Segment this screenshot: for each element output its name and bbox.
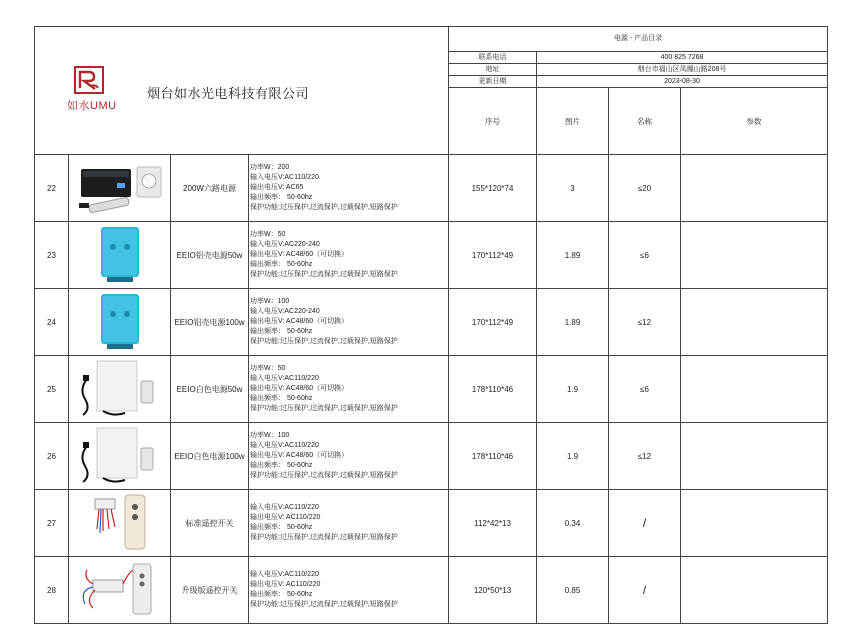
param-line: 保护功能:过压保护,过流保护,过载保护,短路保护 — [250, 338, 398, 345]
param-line: 输入电压V:AC110/220 — [250, 442, 319, 449]
product-weight: 1.9 — [537, 356, 609, 423]
param-line: 保护功能:过压保护,过流保护,过载保护,短路保护 — [250, 472, 398, 479]
param-line: 保护功能:过压保护,过流保护,过载保护,短路保护 — [250, 534, 398, 541]
product-range: ≤6 — [609, 356, 681, 423]
param-line: 保护功能:过压保护,过流保护,过载保护,短路保护 — [250, 204, 398, 211]
white-power-supply-with-cable-icon — [73, 359, 167, 419]
param-line: 输出电压V: AC65 — [250, 184, 304, 191]
product-rows — [35, 155, 828, 624]
white-power-supply-with-cable-icon — [73, 426, 167, 486]
product-image — [69, 356, 171, 423]
product-size: 112*42*13 — [449, 490, 537, 557]
param-line: 输出电压V: AC48/60（可切换） — [250, 385, 349, 392]
remote-switch-icon — [73, 493, 167, 553]
product-name: 标准遥控开关 — [171, 490, 249, 557]
param-line: 输入电压V:AC220-240 — [250, 241, 320, 248]
product-image — [69, 557, 171, 624]
product-note — [681, 490, 828, 557]
param-line: 输出频率： 50-60hz — [250, 328, 313, 335]
param-line: 输出电压V: AC110/220 — [250, 514, 321, 521]
param-line: 输出频率： 50-60hz — [250, 462, 313, 469]
param-line: 输出频率： 50-60hz — [250, 194, 313, 201]
field-label-address: 地址 — [449, 64, 537, 76]
product-size: 170*112*49 — [449, 289, 537, 356]
company-header — [35, 27, 449, 155]
column-header: 图片 — [537, 88, 609, 155]
param-line: 输入电压V:AC110/220 — [250, 571, 319, 578]
product-params — [249, 289, 449, 356]
table-row — [35, 356, 828, 423]
blue-aluminum-power-supply-icon — [73, 292, 167, 352]
param-line: 输出电压V: AC48/60（可切换） — [250, 251, 349, 258]
product-name: EEIO铝壳电源50w — [171, 222, 249, 289]
product-params — [249, 356, 449, 423]
row-number: 26 — [35, 423, 69, 490]
param-line: 功率W：50 — [250, 231, 286, 238]
param-line: 输入电压V:AC110/220 — [250, 174, 319, 181]
product-name: 200W六路电源 — [171, 155, 249, 222]
param-line: 保护功能:过压保护,过流保护,过载保护,短路保护 — [250, 601, 398, 608]
product-weight: 0.85 — [537, 557, 609, 624]
product-image — [69, 423, 171, 490]
field-label-date: 更新日期 — [449, 76, 537, 88]
product-params — [249, 490, 449, 557]
field-label-phone: 联系电话 — [449, 52, 537, 64]
column-header: 名称 — [609, 88, 681, 155]
company-logo-icon — [74, 66, 104, 94]
product-weight: 3 — [537, 155, 609, 222]
param-line: 保护功能:过压保护,过流保护,过载保护,短路保护 — [250, 271, 398, 278]
product-note — [681, 557, 828, 624]
product-note — [681, 222, 828, 289]
catalog-table — [34, 26, 828, 624]
param-line: 功率W：200 — [250, 164, 290, 171]
product-size: 170*112*49 — [449, 222, 537, 289]
product-name: EEIO白色电源50w — [171, 356, 249, 423]
product-image — [69, 289, 171, 356]
param-line: 输出电压V: AC110/220 — [250, 581, 321, 588]
column-header: 参数 — [681, 88, 828, 155]
doc-title: 电源 - 产品目录 — [449, 27, 828, 52]
product-range: ≤6 — [609, 222, 681, 289]
product-note — [681, 356, 828, 423]
company-name: 烟台如水光电科技有限公司 — [147, 85, 310, 101]
table-row — [35, 490, 828, 557]
row-number: 22 — [35, 155, 69, 222]
product-range: ≤20 — [609, 155, 681, 222]
param-line: 保护功能:过压保护,过流保护,过载保护,短路保护 — [250, 405, 398, 412]
table-row — [35, 155, 828, 222]
catalog-sheet — [34, 26, 827, 608]
product-name: EEIO白色电源100w — [171, 423, 249, 490]
param-line: 输出频率： 50-60hz — [250, 395, 313, 402]
product-note — [681, 289, 828, 356]
param-line: 输入电压V:AC220-240 — [250, 308, 320, 315]
param-line: 输入电压V:AC110/220 — [250, 375, 319, 382]
product-weight: 1.89 — [537, 222, 609, 289]
column-header: 序号 — [449, 88, 537, 155]
param-line: 输出频率： 50-60hz — [250, 591, 313, 598]
product-params — [249, 557, 449, 624]
row-number: 28 — [35, 557, 69, 624]
param-line: 输出频率： 50-60hz — [250, 524, 313, 531]
table-row — [35, 289, 828, 356]
product-weight: 1.9 — [537, 423, 609, 490]
product-name: 升级版遥控开关 — [171, 557, 249, 624]
product-note — [681, 155, 828, 222]
row-number: 25 — [35, 356, 69, 423]
product-image — [69, 490, 171, 557]
field-value-phone: 400 825 7268 — [537, 52, 828, 64]
param-line: 输出电压V: AC48/60（可切换） — [250, 318, 349, 325]
product-size: 178*110*46 — [449, 423, 537, 490]
blue-aluminum-power-supply-icon — [73, 225, 167, 285]
product-image — [69, 155, 171, 222]
product-name: EEIO铝壳电源100w — [171, 289, 249, 356]
row-number: 27 — [35, 490, 69, 557]
product-weight: 1.89 — [537, 289, 609, 356]
field-value-date: 2023-08-30 — [537, 76, 828, 88]
param-line: 功率W：100 — [250, 432, 290, 439]
param-line: 功率W：100 — [250, 298, 290, 305]
product-size: 120*50*13 — [449, 557, 537, 624]
product-size: 155*120*74 — [449, 155, 537, 222]
row-number: 23 — [35, 222, 69, 289]
product-params — [249, 155, 449, 222]
black-power-supply-with-remote-icon — [73, 159, 167, 217]
product-range: ≤12 — [609, 289, 681, 356]
product-image — [69, 222, 171, 289]
product-size: 178*110*46 — [449, 356, 537, 423]
param-line: 功率W：50 — [250, 365, 286, 372]
table-row — [35, 423, 828, 490]
product-range: / — [609, 557, 681, 624]
upgraded-remote-switch-icon — [73, 560, 167, 620]
field-value-address: 烟台市福山区凤鳳山路208号 — [537, 64, 828, 76]
param-line: 输出电压V: AC48/60（可切换） — [250, 452, 349, 459]
product-params — [249, 423, 449, 490]
product-params — [249, 222, 449, 289]
param-line: 输出频率： 50-60hz — [250, 261, 313, 268]
table-row — [35, 222, 828, 289]
param-line: 输入电压V:AC110/220 — [250, 504, 319, 511]
table-row — [35, 557, 828, 624]
product-range: / — [609, 490, 681, 557]
product-range: ≤12 — [609, 423, 681, 490]
row-number: 24 — [35, 289, 69, 356]
logo-text: 如水UMU — [67, 99, 117, 112]
product-weight: 0.34 — [537, 490, 609, 557]
product-note — [681, 423, 828, 490]
